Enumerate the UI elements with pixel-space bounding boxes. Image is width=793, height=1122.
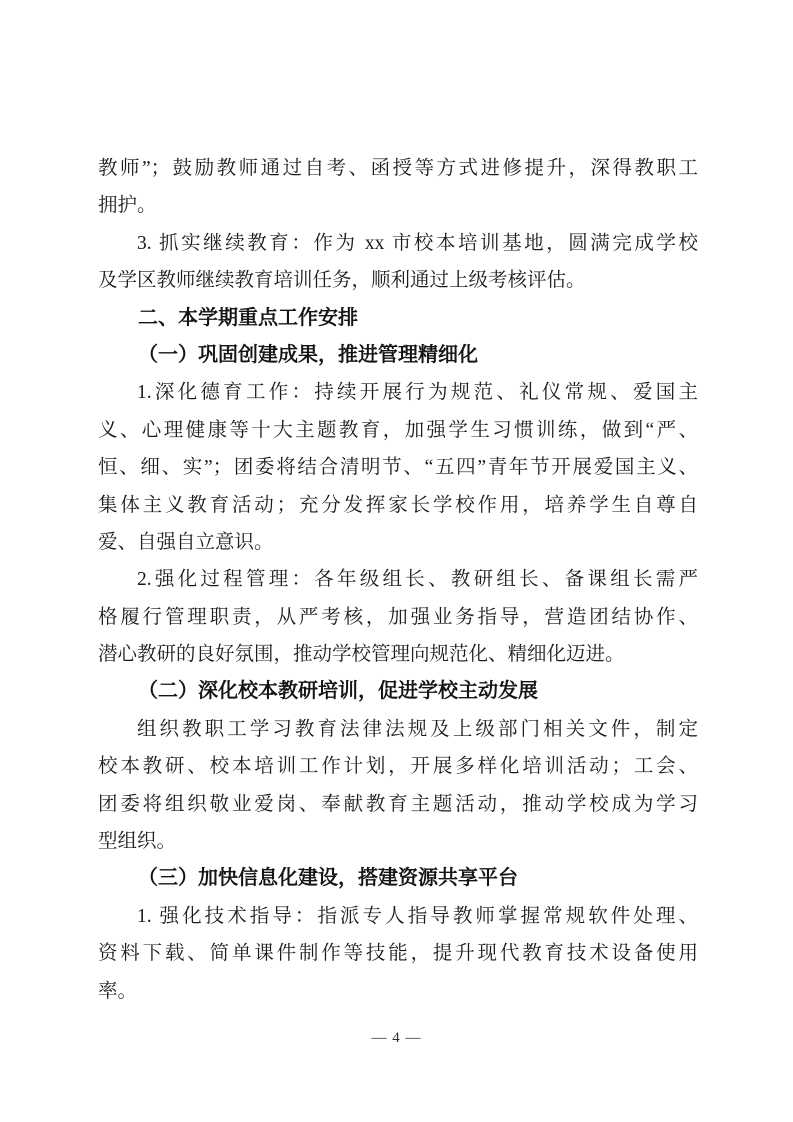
body-text-line: 2.强化过程管理：各年级组长、教研组长、备课组长需严 bbox=[137, 569, 698, 591]
body-text-line: 校本教研、校本培训工作计划，开展多样化培训活动；工会、 bbox=[98, 756, 698, 778]
body-text-line: 集体主义教育活动；充分发挥家长学校作用，培养学生自尊自 bbox=[98, 494, 698, 516]
heading-line: 二、本学期重点工作安排 bbox=[138, 306, 358, 329]
body-text-line: 教师”；鼓励教师通过自考、函授等方式进修提升，深得教职工 bbox=[98, 158, 698, 179]
heading-line: （三）加快信息化建设，搭建资源共享平台 bbox=[138, 867, 518, 890]
page-footer bbox=[0, 1030, 793, 1047]
body-text-line: 格履行管理职责，从严考核，加强业务指导，营造团结协作、 bbox=[98, 606, 698, 628]
body-text-line: 率。 bbox=[98, 980, 138, 1002]
body-text-line: 型组织。 bbox=[98, 831, 177, 853]
heading-line: （二）深化校本教研培训，促进学校主动发展 bbox=[138, 680, 538, 703]
body-text-line: 爱、自强自立意识。 bbox=[98, 531, 274, 553]
body-text-line: 恒、细、实”；团委将结合清明节、“五四”青年节开展爱国主义、 bbox=[98, 457, 698, 479]
body-text-line: 拥护。 bbox=[98, 195, 157, 217]
body-text-line: 1.深化德育工作：持续开展行为规范、礼仪常规、爱国主 bbox=[137, 382, 698, 404]
body-text-line: 3. 抓实继续教育：作为 xx 市校本培训基地，圆满完成学校 bbox=[137, 232, 698, 254]
body-text-line: 1. 强化技术指导：指派专人指导教师掌握常规软件处理、 bbox=[137, 905, 698, 927]
document-body bbox=[98, 150, 698, 1010]
page-number: — 4 — bbox=[371, 1030, 422, 1046]
body-text-line: 及学区教师继续教育培训任务，顺利通过上级考核评估。 bbox=[98, 270, 586, 292]
body-text-line: 潜心教研的良好氛围，推动学校管理向规范化、精细化迈进。 bbox=[98, 644, 625, 666]
body-text-line: 义、心理健康等十大主题教育，加强学生习惯训练，做到“严、 bbox=[98, 419, 698, 441]
heading-line: （一）巩固创建成果，推进管理精细化 bbox=[138, 343, 478, 366]
body-text-line: 资料下载、简单课件制作等技能，提升现代教育技术设备使用 bbox=[98, 943, 698, 965]
body-text-line: 团委将组织敬业爱岗、奉献教育主题活动，推动学校成为学习 bbox=[98, 793, 698, 815]
body-text-line: 组织教职工学习教育法律法规及上级部门相关文件，制定 bbox=[137, 718, 698, 740]
